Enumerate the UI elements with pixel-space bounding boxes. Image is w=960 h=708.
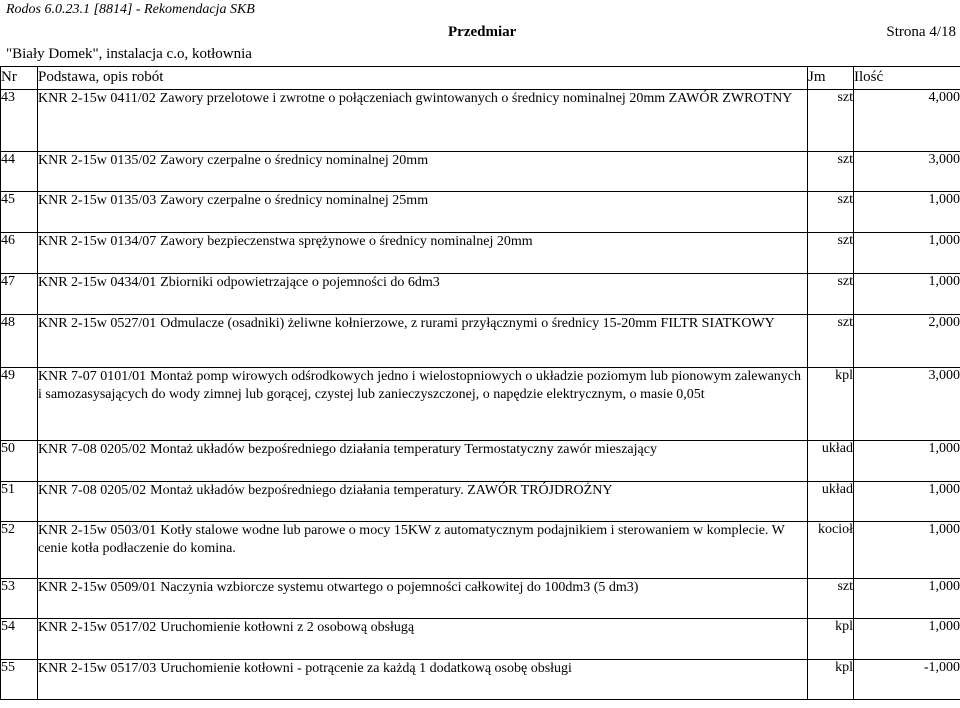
row-unit: szt: [808, 192, 854, 233]
row-unit: kpl: [808, 660, 854, 700]
row-number: 51: [1, 482, 38, 522]
table-row: [1, 274, 960, 315]
row-quantity: 2,000: [854, 315, 960, 368]
row-basis-code: KNR 2-15w 0134/07: [38, 234, 157, 249]
row-description-cell: [38, 368, 808, 441]
row-description: Kotły stalowe wodne lub parowe o mocy 15KW z automatycznym podajnikiem i sterowaniem w komplecie. W cenie kotła podłaczenie do komina.: [38, 523, 785, 556]
table-row: [1, 90, 960, 152]
row-number: 52: [1, 522, 38, 579]
column-header-quantity: Ilość: [854, 67, 960, 90]
row-description: Montaż pomp wirowych odśrodkowych jedno i wielostopniowych o układzie poziomym lub pionowym zalewanych i samozasysających do wody zimnej lub gorącej, czystej lub zanieczyszczonej, o napędzie elektrycznym, o masie 0,05t: [38, 369, 802, 402]
row-basis-code: KNR 2-15w 0135/03: [38, 193, 157, 208]
row-description: Zawory przelotowe i zwrotne o połączeniach gwintowanych o średnicy nominalnej 20mm ZAWÓR ZWROTNY: [159, 91, 793, 106]
row-basis-code: KNR 2-15w 0517/02: [38, 620, 157, 635]
estimate-table: [0, 66, 960, 700]
row-quantity: 4,000: [854, 90, 960, 152]
row-basis-code: KNR 7-08 0205/02: [38, 483, 147, 498]
row-description-cell: [38, 233, 808, 274]
row-unit: kpl: [808, 619, 854, 660]
row-basis-code: KNR 2-15w 0517/03: [38, 661, 157, 676]
row-unit: układ: [808, 441, 854, 482]
row-description: Zawory czerpalne o średnicy nominalnej 25mm: [160, 193, 429, 208]
row-quantity: 3,000: [854, 152, 960, 192]
row-description-cell: [38, 441, 808, 482]
row-description-cell: [38, 315, 808, 368]
row-quantity: 1,000: [854, 482, 960, 522]
row-basis-code: KNR 7-07 0101/01: [38, 369, 147, 384]
row-description-cell: [38, 660, 808, 700]
row-basis-code: KNR 2-15w 0509/01: [38, 580, 157, 595]
table-row: [1, 619, 960, 660]
row-number: 46: [1, 233, 38, 274]
table-row: [1, 233, 960, 274]
document-title: Przedmiar: [448, 24, 517, 40]
row-description-cell: [38, 192, 808, 233]
row-unit: szt: [808, 233, 854, 274]
table-row: [1, 441, 960, 482]
table-row: [1, 482, 960, 522]
row-description-cell: [38, 152, 808, 192]
table-row: [1, 660, 960, 700]
row-description: Naczynia wzbiorcze systemu otwartego o pojemności całkowitej do 100dm3 (5 dm3): [160, 580, 639, 595]
window-title: Rodos 6.0.23.1 [8814] - Rekomendacja SKB: [6, 2, 255, 17]
row-basis-code: KNR 2-15w 0135/02: [38, 153, 157, 168]
row-description: Montaż układów bezpośredniego działania temperatury Termostatyczny zawór mieszający: [150, 442, 657, 457]
table-row: [1, 579, 960, 619]
row-number: 47: [1, 274, 38, 315]
row-number: 53: [1, 579, 38, 619]
column-header-unit: Jm: [808, 67, 854, 90]
table-row: [1, 152, 960, 192]
row-quantity: 1,000: [854, 274, 960, 315]
row-description: Zawory bezpieczenstwa sprężynowe o średnicy nominalnej 20mm: [160, 234, 533, 249]
row-basis-code: KNR 2-15w 0411/02: [38, 91, 156, 106]
row-description-cell: [38, 619, 808, 660]
page-number: Strona 4/18: [886, 24, 956, 40]
row-description: Odmulacze (osadniki) żeliwne kołnierzowe, z rurami przyłącznymi o średnicy 15-20mm FILTR SIATKOWY: [160, 316, 775, 331]
row-quantity: 1,000: [854, 192, 960, 233]
row-number: 50: [1, 441, 38, 482]
row-description: Zawory czerpalne o średnicy nominalnej 20mm: [160, 153, 429, 168]
row-description: Zbiorniki odpowietrzające o pojemności do 6dm3: [160, 275, 440, 290]
row-number: 55: [1, 660, 38, 700]
column-header-nr: Nr: [1, 67, 38, 90]
table-row: [1, 522, 960, 579]
row-description: Uruchomienie kotłowni - potrącenie za każdą 1 dodatkową osobę obsługi: [160, 661, 572, 676]
row-unit: szt: [808, 579, 854, 619]
row-unit: kocioł: [808, 522, 854, 579]
project-name: "Biały Domek", instalacja c.o, kotłownia: [6, 46, 252, 62]
row-quantity: 3,000: [854, 368, 960, 441]
row-number: 49: [1, 368, 38, 441]
row-quantity: 1,000: [854, 522, 960, 579]
row-description-cell: [38, 274, 808, 315]
row-number: 44: [1, 152, 38, 192]
row-number: 54: [1, 619, 38, 660]
column-header-description: Podstawa, opis robót: [38, 67, 808, 90]
row-quantity: -1,000: [854, 660, 960, 700]
row-quantity: 1,000: [854, 233, 960, 274]
row-basis-code: KNR 2-15w 0527/01: [38, 316, 157, 331]
row-unit: układ: [808, 482, 854, 522]
row-number: 43: [1, 90, 38, 152]
row-unit: szt: [808, 315, 854, 368]
row-quantity: 1,000: [854, 441, 960, 482]
table-row: [1, 315, 960, 368]
row-description: Montaż układów bezpośredniego działania temperatury. ZAWÓR TRÓJDROŻNY: [150, 483, 613, 498]
row-description-cell: [38, 482, 808, 522]
row-description: Uruchomienie kotłowni z 2 osobową obsługą: [160, 620, 415, 635]
row-quantity: 1,000: [854, 579, 960, 619]
row-number: 45: [1, 192, 38, 233]
row-description-cell: [38, 90, 808, 152]
row-number: 48: [1, 315, 38, 368]
row-unit: szt: [808, 274, 854, 315]
row-basis-code: KNR 2-15w 0434/01: [38, 275, 157, 290]
table-row: [1, 192, 960, 233]
row-quantity: 1,000: [854, 619, 960, 660]
row-basis-code: KNR 2-15w 0503/01: [38, 523, 157, 538]
row-description-cell: [38, 579, 808, 619]
row-unit: szt: [808, 152, 854, 192]
table-row: [1, 368, 960, 441]
row-description-cell: [38, 522, 808, 579]
row-unit: szt: [808, 90, 854, 152]
row-unit: kpl: [808, 368, 854, 441]
table-header-row: [1, 67, 960, 90]
row-basis-code: KNR 7-08 0205/02: [38, 442, 147, 457]
